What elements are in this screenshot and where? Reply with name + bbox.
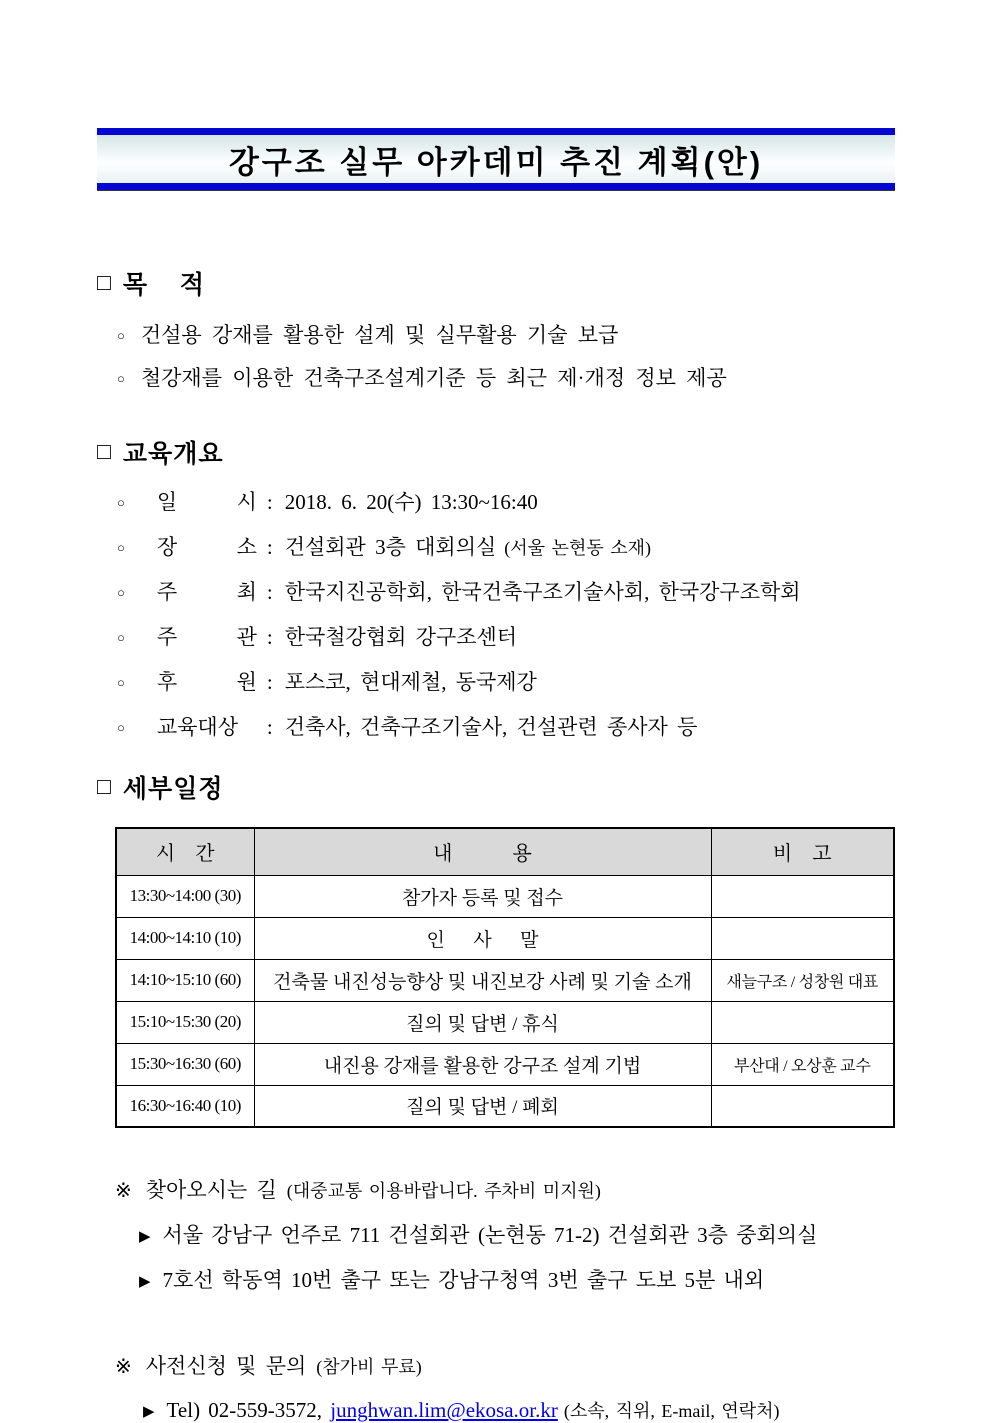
overview-value: 포스코, 현대제철, 동국제강 <box>284 670 537 694</box>
arrow-right-icon: ▶ <box>139 1274 151 1290</box>
email-link[interactable]: junghwan.lim@ekosa.or.kr <box>330 1398 558 1422</box>
overview-row-datetime <box>97 486 895 516</box>
contact-heading: 사전신청 및 문의 <box>145 1354 307 1378</box>
page-title: 강구조 실무 아카데미 추진 계획(안) <box>228 144 764 180</box>
banner-bottom-bar <box>97 183 895 190</box>
colon: : <box>266 580 273 604</box>
table-row <box>116 875 894 917</box>
schedule-note <box>711 917 894 959</box>
overview-list <box>97 486 895 741</box>
contact-tel-line <box>97 1397 895 1423</box>
contact-heading-note: (참가비 무료) <box>316 1357 422 1377</box>
purpose-heading: 목 적 <box>122 271 205 299</box>
overview-row-audience <box>97 711 895 741</box>
schedule-time: 15:30~16:30 (60) <box>116 1043 254 1085</box>
arrow-right-icon: ▶ <box>139 1229 151 1245</box>
directions-item-subway <box>97 1264 895 1294</box>
colon: : <box>266 670 273 694</box>
overview-heading: 교육개요 <box>122 440 224 468</box>
table-row <box>116 1001 894 1043</box>
directions-item-text: 서울 강남구 언주로 711 건설회관 (논현동 71-2) 건설회관 3층 중회의실 <box>162 1223 818 1247</box>
column-header-time: 시 간 <box>116 828 254 875</box>
reference-mark-icon: ※ <box>115 1180 132 1202</box>
schedule-time: 15:10~15:30 (20) <box>116 1001 254 1043</box>
square-bullet-icon: □ <box>97 437 111 464</box>
banner-top-bar <box>97 128 895 135</box>
colon: : <box>266 625 273 649</box>
circle-bullet-icon: ○ <box>117 585 125 600</box>
schedule-time: 14:00~14:10 (10) <box>116 917 254 959</box>
section-heading-purpose <box>97 265 895 301</box>
purpose-item-text: 건설용 강재를 활용한 설계 및 실무활용 기술 보급 <box>140 323 619 347</box>
directions-item-text: 7호선 학동역 10번 출구 또는 강남구청역 3번 출구 도보 5분 내외 <box>162 1268 765 1292</box>
schedule-content: 참가자 등록 및 접수 <box>254 875 711 917</box>
contact-suffix: (소속, 직위, E-mail, 연락처) <box>563 1401 780 1421</box>
section-heading-overview <box>97 434 895 470</box>
overview-value: 한국지진공학회, 한국건축구조기술사회, 한국강구조학회 <box>284 580 801 604</box>
circle-bullet-icon: ○ <box>117 371 125 386</box>
overview-label: 주 관 <box>156 625 257 649</box>
reference-mark-icon: ※ <box>115 1356 132 1378</box>
schedule-time: 14:10~15:10 (60) <box>116 959 254 1001</box>
overview-row-sponsor <box>97 666 895 696</box>
schedule-time: 16:30~16:40 (10) <box>116 1085 254 1127</box>
banner-body <box>97 135 895 183</box>
schedule-note <box>711 1001 894 1043</box>
directions-heading-note: (대중교통 이용바랍니다. 주차비 미지원) <box>286 1181 601 1201</box>
schedule-note: 새늘구조 / 성창원 대표 <box>711 959 894 1001</box>
schedule-time: 13:30~14:00 (30) <box>116 875 254 917</box>
column-header-note: 비 고 <box>711 828 894 875</box>
directions-heading: 찾아오시는 길 <box>145 1178 277 1202</box>
square-bullet-icon: □ <box>97 268 111 295</box>
colon: : <box>266 535 273 559</box>
square-bullet-icon: □ <box>97 772 111 799</box>
purpose-list <box>97 319 895 392</box>
schedule-table <box>115 827 895 1128</box>
schedule-note <box>711 875 894 917</box>
circle-bullet-icon: ○ <box>117 495 125 510</box>
overview-label: 주 최 <box>156 580 257 604</box>
overview-label: 교육대상 <box>156 715 239 739</box>
schedule-content: 질의 및 답변 / 폐회 <box>254 1085 711 1127</box>
overview-value: 건축사, 건축구조기술사, 건설관련 종사자 등 <box>284 715 698 739</box>
overview-label: 일 시 <box>156 490 257 514</box>
overview-row-host <box>97 576 895 606</box>
contact-section <box>97 1350 895 1380</box>
title-banner <box>97 128 895 191</box>
overview-row-organizer <box>97 621 895 651</box>
overview-note: (서울 논현동 소재) <box>504 538 651 558</box>
schedule-content: 건축물 내진성능향상 및 내진보강 사례 및 기술 소개 <box>254 959 711 1001</box>
table-header-row <box>116 828 894 875</box>
directions-item-address <box>97 1219 895 1249</box>
overview-label: 후 원 <box>156 670 257 694</box>
table-row <box>116 959 894 1001</box>
purpose-item-text: 철강재를 이용한 건축구조설계기준 등 최근 제·개정 정보 제공 <box>140 366 727 390</box>
directions-section <box>97 1174 895 1204</box>
circle-bullet-icon: ○ <box>117 630 125 645</box>
schedule-content: 인 사 말 <box>254 917 711 959</box>
column-header-content: 내 용 <box>254 828 711 875</box>
arrow-right-icon: ▶ <box>143 1404 155 1420</box>
section-heading-schedule <box>97 769 895 805</box>
overview-row-venue <box>97 531 895 561</box>
schedule-note <box>711 1085 894 1127</box>
table-row <box>116 1043 894 1085</box>
schedule-content: 질의 및 답변 / 휴식 <box>254 1001 711 1043</box>
circle-bullet-icon: ○ <box>117 328 125 343</box>
tel-number: Tel) 02-559-3572, <box>166 1398 323 1422</box>
document-page <box>97 0 895 1423</box>
overview-value: 한국철강협회 강구조센터 <box>284 625 518 649</box>
list-item <box>97 362 895 392</box>
overview-value: 2018. 6. 20(수) 13:30~16:40 <box>284 490 538 514</box>
list-item <box>97 319 895 349</box>
schedule-content: 내진용 강재를 활용한 강구조 설계 기법 <box>254 1043 711 1085</box>
colon: : <box>266 715 273 739</box>
overview-value: 건설회관 3층 대회의실 <box>284 535 497 559</box>
table-row <box>116 1085 894 1127</box>
circle-bullet-icon: ○ <box>117 675 125 690</box>
schedule-note: 부산대 / 오상훈 교수 <box>711 1043 894 1085</box>
circle-bullet-icon: ○ <box>117 540 125 555</box>
schedule-heading: 세부일정 <box>122 775 224 803</box>
overview-label: 장 소 <box>156 535 257 559</box>
circle-bullet-icon: ○ <box>117 720 125 735</box>
colon: : <box>266 490 273 514</box>
table-row <box>116 917 894 959</box>
